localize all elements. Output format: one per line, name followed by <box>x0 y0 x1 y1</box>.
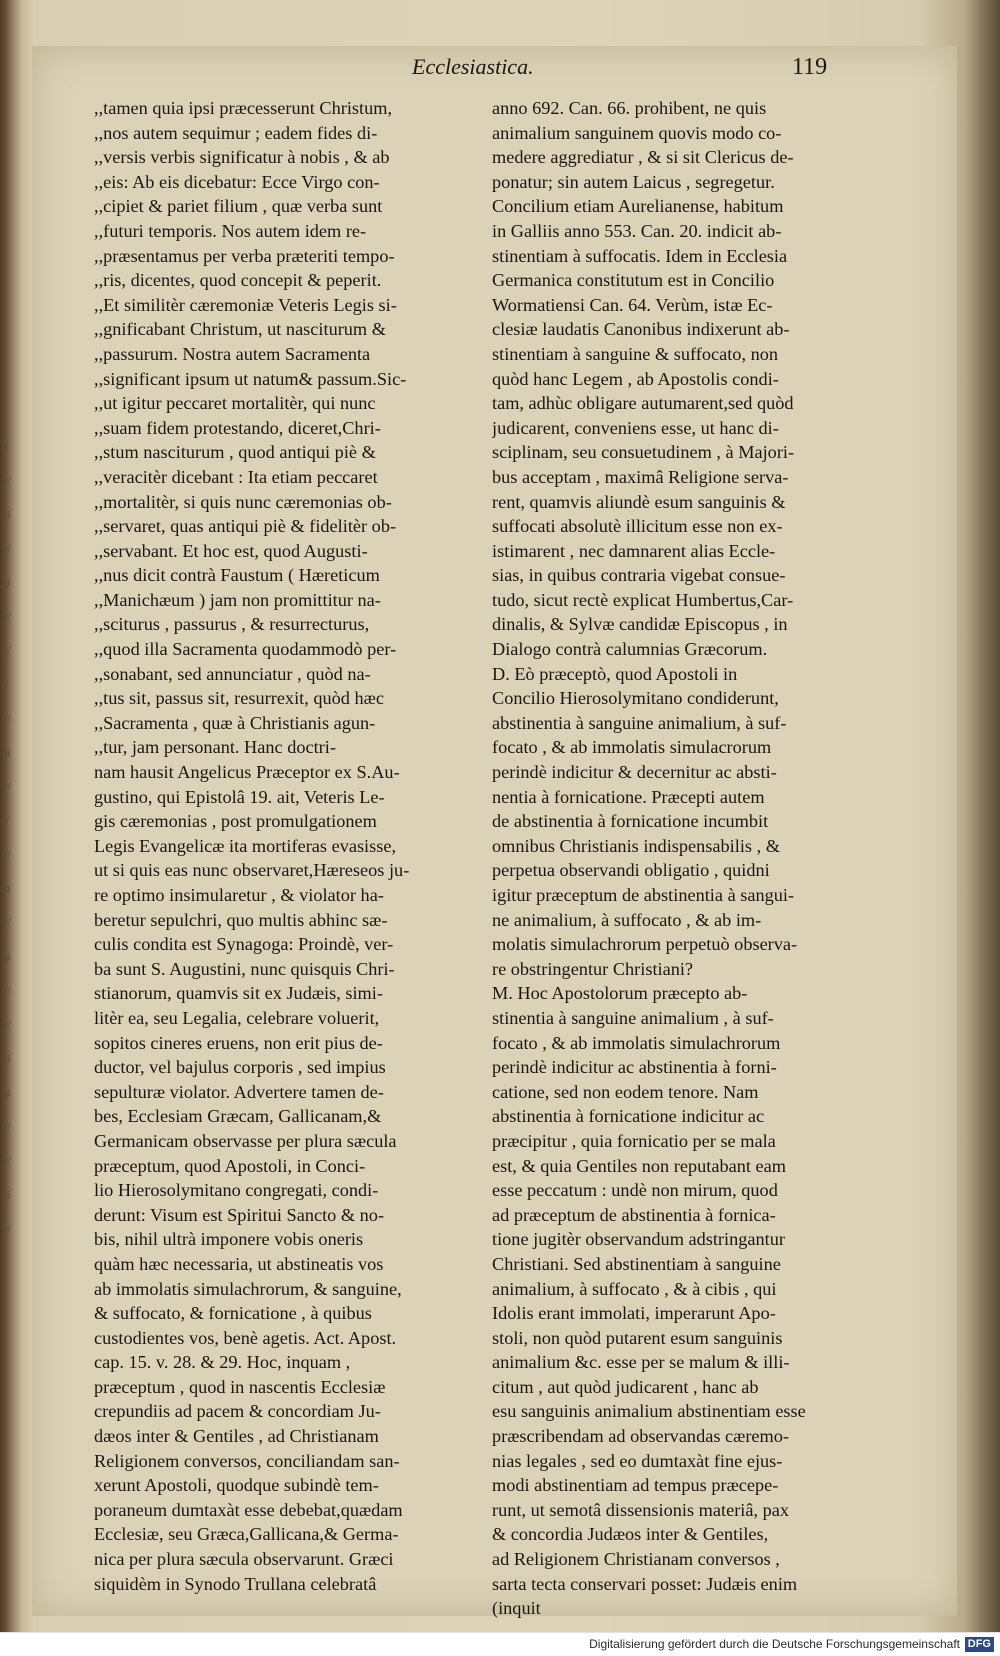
text-line: ,,sciturus , passurus , & resurrecturus, <box>94 614 370 635</box>
text-line: perindè indicitur & decernitur ac absti- <box>492 762 777 783</box>
text-line: Concilium etiam Aurelianense, habitum <box>492 196 784 217</box>
text-line: ,,quod illa Sacramenta quodammodò per- <box>94 639 397 660</box>
text-line: præceptum, quod Apostoli, in Conci- <box>94 1155 366 1176</box>
text-line: ba sunt S. Augustini, nunc quisquis Chri- <box>94 958 395 979</box>
text-line: ,,ut igitur peccaret mortalitèr, qui nunc <box>94 393 376 414</box>
text-line: clesiæ laudatis Canonibus indixerunt ab- <box>492 319 790 340</box>
text-line: ne animalium, à suffocato , & ab im- <box>492 909 762 930</box>
text-line: nias legales , sed eo dumtaxàt fine ejus- <box>492 1450 783 1471</box>
text-line: Germanica constitutum est in Concilio <box>492 270 775 291</box>
text-line: ,,mortalitèr, si quis nunc cæremonias ob- <box>94 491 392 512</box>
text-line: nentia à fornicatione. Præcepti autem <box>492 786 765 807</box>
text-line: ,,tamen quia ipsi præcesserunt Christum, <box>94 98 393 118</box>
text-line: focato , & ab immolatis simulachrorum <box>492 1032 781 1053</box>
text-line: dinalis, & Sylvæ candidæ Episcopus , in <box>492 614 788 635</box>
text-line: sarta tecta conservari posset: Judæis enim <box>492 1573 798 1594</box>
text-line: animalium &c. esse per se malum & illi- <box>492 1352 790 1373</box>
text-line: Wormatiensi Can. 64. Verùm, istæ Ec- <box>492 294 773 315</box>
text-line: ,,nos autem sequimur ; eadem fides di- <box>94 122 378 143</box>
text-line: bes, Ecclesiam Græcam, Gallicanam,& <box>94 1106 382 1127</box>
text-line: nica per plura sæcula observarunt. Græci <box>94 1549 394 1570</box>
text-line: catione, sed non eodem tenore. Nam <box>492 1081 759 1102</box>
text-line: ,,servaret, quas antiqui piè & fidelitèr ob- <box>94 516 397 537</box>
text-line: ,,veracitèr dicebant : Ita etiam peccaret <box>94 466 378 487</box>
text-line: rent, quamvis aliundè esum sanguinis & <box>492 491 786 512</box>
text-line: Legis Evangelicæ ita mortiferas evasisse, <box>94 835 397 856</box>
text-line: suffocati absolutè illicitum esse non ex- <box>492 516 783 537</box>
text-line: tudo, sicut rectè explicat Humbertus,Car- <box>492 589 794 610</box>
text-line: nam hausit Angelicus Præceptor ex S.Au- <box>94 762 400 783</box>
text-line: præceptum , quod in nascentis Ecclesiæ <box>94 1376 386 1397</box>
text-line: derunt: Visum est Spiritui Sancto & no- <box>94 1204 385 1225</box>
text-line: judicarent, conveniens esse, ut hanc di- <box>492 417 779 438</box>
text-line: Germanicam observasse per plura sæcula <box>94 1130 397 1151</box>
right-text-column <box>492 96 896 1621</box>
text-line: focato , & ab immolatis simulacrorum <box>492 737 772 758</box>
text-line: ,,significant ipsum ut natum& passum.Sic- <box>94 368 407 389</box>
text-line: perindè indicitur ac abstinentia à forni- <box>492 1057 777 1078</box>
text-line: sopitos cineres eruens, non erit pius de- <box>94 1032 383 1053</box>
text-line: ,,Et similitèr cæremoniæ Veteris Legis si- <box>94 294 397 315</box>
text-line: sias, in quibus contraria vigebat consue- <box>492 565 786 586</box>
text-line: bus acceptam , maximâ Religione serva- <box>492 466 789 487</box>
text-line: esse peccatum : undè non mirum, quod <box>492 1180 778 1201</box>
text-line: Dialogo contrà calumnias Græcorum. <box>492 639 768 660</box>
text-line: ,,nus dicit contrà Faustum ( Hæreticum <box>94 565 380 586</box>
text-line: sepulturæ violator. Advertere tamen de- <box>94 1081 384 1102</box>
text-line: & concordia Judæos inter & Gentiles, <box>492 1524 769 1545</box>
text-line: gis cæremonias , post promulgationem <box>94 811 377 832</box>
text-line: crepundiis ad pacem & concordiam Ju- <box>94 1401 381 1422</box>
left-text-column <box>94 96 484 1596</box>
text-line: ,,tur, jam personant. Hanc doctri- <box>94 737 336 758</box>
text-line: M. Hoc Apostolorum præcepto ab- <box>492 983 748 1004</box>
text-line: animalium sanguinem quovis modo co- <box>492 122 782 143</box>
text-line: sciplinam, seu consuetudinem , à Majori- <box>492 442 795 463</box>
text-line: anno 692. Can. 66. prohibent, ne quis <box>492 98 767 118</box>
text-line: stinentiam à sanguine & suffocato, non <box>492 343 779 364</box>
text-line: ,,eis: Ab eis dicebatur: Ecce Virgo con- <box>94 171 380 192</box>
text-line: cap. 15. v. 28. & 29. Hoc, inquam , <box>94 1352 351 1373</box>
text-line: Idolis erant immolati, imperarunt Apo- <box>492 1303 776 1324</box>
text-line: quòd hanc Legem , ab Apostolis condi- <box>492 368 779 389</box>
text-line: ductor, vel bajulus corporis , sed impius <box>94 1057 386 1078</box>
text-line: præcipitur , quia fornicatio per se mala <box>492 1130 776 1151</box>
text-line: (inquit <box>492 1598 541 1619</box>
text-line: stoli, non quòd putarent esum sanguinis <box>492 1327 783 1348</box>
text-line: molatis simulachrorum perpetuò observa- <box>492 934 798 955</box>
text-line: lio Hierosolymitano congregati, condi- <box>94 1180 379 1201</box>
text-line: ab immolatis simulachrorum, & sanguine, <box>94 1278 402 1299</box>
text-line: stinentiam à suffocatis. Idem in Ecclesia <box>492 245 788 266</box>
text-line: Ecclesiæ, seu Græca,Gallicana,& Germa- <box>94 1524 399 1545</box>
text-line: ,,ris, dicentes, quod concepit & peperit. <box>94 270 382 291</box>
text-line: ,,passurum. Nostra autem Sacramenta <box>94 343 371 364</box>
text-line: D. Eò præceptò, quod Apostoli in <box>492 663 738 684</box>
text-line: citum , aut quòd judicarent , hanc ab <box>492 1376 759 1397</box>
text-line: ,,versis verbis significatur à nobis , & ab <box>94 147 390 168</box>
text-line: tione jugitèr observandum adstringantur <box>492 1229 785 1250</box>
text-line: de abstinentia à fornicatione incumbit <box>492 811 769 832</box>
text-line: ,,tus sit, passus sit, resurrexit, quòd hæc <box>94 688 384 709</box>
text-line: ,,Manichæum ) jam non promittitur na- <box>94 589 381 610</box>
text-line: ,,præsentamus per verba præteriti tempo- <box>94 245 395 266</box>
text-line: præscribendam ad observandas cæremo- <box>492 1426 789 1447</box>
text-line: stianorum, quamvis sit ex Judæis, simi- <box>94 983 383 1004</box>
text-line: custodientes vos, benè agetis. Act. Apost. <box>94 1327 397 1348</box>
text-line: re optimo insimularetur , & violator ha- <box>94 885 384 905</box>
text-line: perpetua observandi obligatio , quidni <box>492 860 770 881</box>
text-line: modi abstinentiam ad tempus præcepe- <box>492 1475 779 1496</box>
text-line: Concilio Hierosolymitano condiderunt, <box>492 688 779 709</box>
text-line: ponatur; sin autem Laicus , segregetur. <box>492 171 775 192</box>
text-line: abstinentia à fornicatione indicitur ac <box>492 1106 765 1127</box>
text-line: dæos inter & Gentiles , ad Christianam <box>94 1426 379 1447</box>
text-line: ,,stum nasciturum , quod antiqui piè & <box>94 442 376 463</box>
dfg-logo: DFG <box>965 1637 994 1652</box>
book-page <box>32 46 957 1619</box>
text-line: Religionem conversos, conciliandam san- <box>94 1450 400 1471</box>
text-line: xerunt Apostoli, quodque subindè tem- <box>94 1475 379 1496</box>
text-line: est, & quia Gentiles non reputabant eam <box>492 1155 786 1176</box>
text-line: re obstringentur Christiani? <box>492 958 694 979</box>
text-line: tam, adhùc obligare autumarent,sed quòd <box>492 393 794 414</box>
text-line: ,,suam fidem protestando, diceret,Chri- <box>94 417 381 438</box>
text-line: quàm hæc necessaria, ut abstineatis vos <box>94 1253 384 1274</box>
text-line: ,,cipiet & pariet filium , quæ verba sunt <box>94 196 383 217</box>
text-line: abstinentia à sanguine animalium, à suf- <box>492 712 787 733</box>
text-line: ,,Sacramenta , quæ à Christianis agun- <box>94 712 376 733</box>
text-line: ad præceptum de abstinentia à fornica- <box>492 1204 776 1225</box>
running-head: Ecclesiastica. <box>412 54 534 79</box>
footer-credit: Digitalisierung gefördert durch die Deutsche Forschungsgemeinschaft <box>589 1637 960 1651</box>
text-line: ,,futuri temporis. Nos autem idem re- <box>94 220 367 241</box>
text-line: omnibus Christianis indispensabilis , & <box>492 835 780 856</box>
text-line: runt, ut semotâ dissensionis materiâ, pax <box>492 1499 790 1520</box>
text-line: istimarent , nec damnarent alias Eccle- <box>492 540 776 561</box>
text-line: poraneum dumtaxàt esse debebat,quædam <box>94 1499 403 1520</box>
text-line: igitur præceptum de abstinentia à sangui- <box>492 885 795 905</box>
page-number: 119 <box>792 54 828 80</box>
digitization-footer <box>0 1632 1000 1656</box>
text-line: ,,sonabant, sed annunciatur , quòd na- <box>94 663 371 684</box>
text-line: ,,servabant. Et hoc est, quod Augusti- <box>94 540 368 561</box>
text-line: & suffocato, & fornicatione , à quibus <box>94 1303 372 1324</box>
text-line: animalium, à suffocato , & à cibis , qui <box>492 1278 777 1299</box>
facing-page-edge-fragments: ti y/ gi y/ gi y/ g/ i/ y/ gi y/ f/ y/ zi y/ gi y/ y/ gi gi y/ y/ gi y/ <box>2 441 11 1235</box>
text-line: ,,gnificabant Christum, ut nasciturum & <box>94 319 386 340</box>
text-line: litèr ea, seu Legalia, celebrare voluerit, <box>94 1007 380 1028</box>
text-line: culis condita est Synagoga: Proindè, ver- <box>94 934 394 955</box>
text-line: medere aggrediatur , & si sit Clericus de- <box>492 147 794 168</box>
text-line: siquidèm in Synodo Trullana celebratâ <box>94 1573 377 1594</box>
text-line: gustino, qui Epistolâ 19. ait, Veteris Le- <box>94 786 385 807</box>
text-line: Christiani. Sed abstinentiam à sanguine <box>492 1253 781 1274</box>
text-line: esu sanguinis animalium abstinentiam esse <box>492 1401 806 1422</box>
text-line: beretur sepulchri, quo multis abhinc sæ- <box>94 909 388 930</box>
text-line: stinentia à sanguine animalium , à suf- <box>492 1007 774 1028</box>
text-line: bis, nihil ultrà imponere vobis oneris <box>94 1229 364 1250</box>
text-line: ad Religionem Christianam conversos , <box>492 1549 780 1570</box>
text-line: in Galliis anno 553. Can. 20. indicit ab- <box>492 220 782 241</box>
text-line: ut si quis eas nunc observaret,Hæreseos ju- <box>94 860 410 881</box>
